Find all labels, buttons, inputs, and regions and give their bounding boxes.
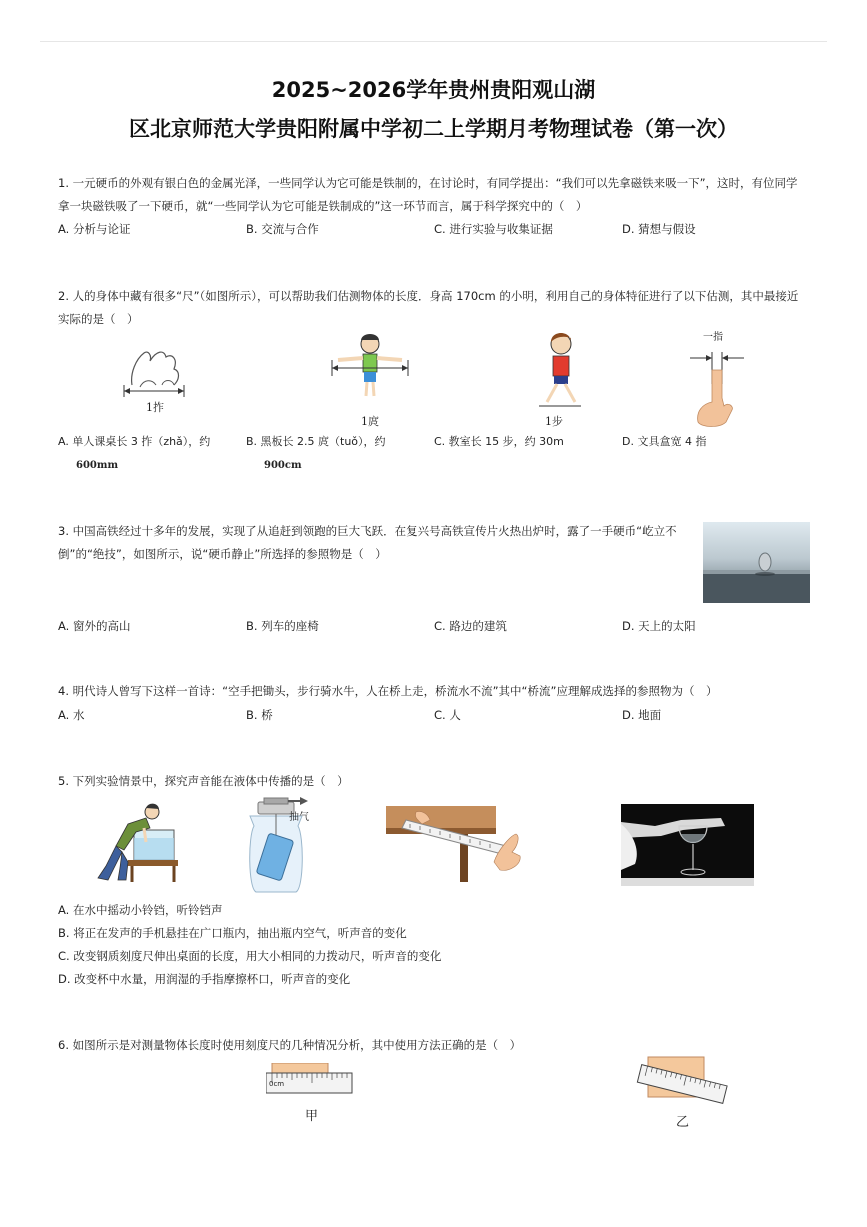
top-divider: [40, 41, 827, 42]
question-5-text: 5. 下列实验情景中，探究声音能在液体中传播的是（ ）: [58, 774, 349, 788]
q3-option-b[interactable]: B. 列车的座椅: [246, 619, 319, 633]
finger-width-figure: [688, 340, 748, 430]
q4-option-c[interactable]: C. 人: [434, 708, 461, 722]
q2-option-a-line1[interactable]: A. 单人课桌长 3 拃（zhǎ），约: [58, 435, 211, 448]
bell-in-water-figure: [88, 802, 180, 884]
q4-option-d[interactable]: D. 地面: [622, 708, 662, 722]
label-pump-air: 抽气: [289, 812, 309, 823]
ruler-zero-mark-jia: 0cm: [269, 1080, 285, 1088]
q2-option-b-line2: 900cm: [264, 460, 302, 471]
question-4-text: 4. 明代诗人曾写下这样一首诗：“空手把锄头，步行骑水牛，人在桥上走，桥流水不流”其中“桥流”应理解成选择的参照物为（ ）: [58, 684, 718, 698]
coin-on-train-window-photo: [703, 522, 810, 603]
phone-in-jar-figure: [236, 796, 334, 896]
question-4-options: [58, 707, 808, 727]
q5-option-c[interactable]: C. 改变钢质刻度尺伸出桌面的长度，用大小相同的力拨动尺，听声音的变化: [58, 949, 442, 963]
q1-option-d[interactable]: D. 猜想与假设: [622, 222, 696, 236]
q3-option-c[interactable]: C. 路边的建筑: [434, 619, 507, 633]
label-1-tuo: 1庹: [361, 415, 379, 428]
q2-option-c[interactable]: C. 教室长 15 步，约 30m: [434, 435, 564, 448]
q2-option-b-line1[interactable]: B. 黑板长 2.5 庹（tuǒ），约: [246, 435, 386, 448]
q1-option-a[interactable]: A. 分析与论证: [58, 222, 131, 236]
question-3-text: 3. 中国高铁经过十多年的发展，实现了从追赶到领跑的巨大飞跃．在复兴号高铁宣传片火热出炉时，露了一手硬币“屹立不倒”的“绝技”，如图所示，说“硬币静止”所选择的参照物是（ ）: [58, 524, 677, 561]
label-jia: 甲: [305, 1109, 319, 1124]
page-title-line1: 2025~2026学年贵州贵阳观山湖: [271, 78, 596, 102]
arm-span-figure: [330, 330, 410, 410]
label-yi: 乙: [676, 1115, 690, 1130]
question-6-text: 6. 如图所示是对测量物体长度时使用刻度尺的几种情况分析，其中使用方法正确的是（ ）: [58, 1038, 522, 1052]
wine-glass-photo: [621, 804, 754, 886]
ruler-on-table-figure: [386, 806, 526, 884]
ruler-figure-yi: [636, 1055, 728, 1109]
question-3-options: [58, 618, 808, 638]
label-1-bu: 1步: [545, 415, 563, 428]
q2-option-d[interactable]: D. 文具盒宽 4 指: [622, 435, 707, 448]
q5-option-d[interactable]: D. 改变杯中水量，用润湿的手指摩擦杯口，听声音的变化: [58, 972, 351, 986]
q4-option-a[interactable]: A. 水: [58, 708, 85, 722]
page-title-line2: 区北京师范大学贵阳附属中学初二上学期月考物理试卷（第一次）: [129, 117, 738, 141]
q5-option-b[interactable]: B. 将正在发声的手机悬挂在广口瓶内，抽出瓶内空气，听声音的变化: [58, 926, 407, 940]
label-1-zha: 1拃: [146, 401, 164, 414]
step-figure: [535, 330, 585, 412]
q5-option-a[interactable]: A. 在水中摇动小铃铛，听铃铛声: [58, 903, 223, 917]
question-1-options: [58, 221, 808, 241]
label-yi-zhi: 一指: [703, 332, 723, 343]
q2-option-a-line2: 600mm: [76, 460, 119, 471]
question-1-text: 1. 一元硬币的外观有银白色的金属光泽，一些同学认为它可能是铁制的，在讨论时，有同学提出：“我们可以先拿磁铁来吸一下”，这时，有位同学拿一块磁铁吸了一下硬币，就“一些同学认为它可能是铁制成的”这一环节而言，属于科学探究中的（ ）: [58, 176, 798, 213]
q3-option-a[interactable]: A. 窗外的高山: [58, 619, 131, 633]
q1-option-b[interactable]: B. 交流与合作: [246, 222, 319, 236]
q4-option-b[interactable]: B. 桥: [246, 708, 273, 722]
q1-option-c[interactable]: C. 进行实验与收集证据: [434, 222, 553, 236]
q3-option-d[interactable]: D. 天上的太阳: [622, 619, 696, 633]
question-2-text: 2. 人的身体中藏有很多“尺”（如图所示），可以帮助我们估测物体的长度．身高 170cm 的小明，利用自己的身体特征进行了以下估测，其中最接近实际的是（ ）: [58, 289, 799, 326]
